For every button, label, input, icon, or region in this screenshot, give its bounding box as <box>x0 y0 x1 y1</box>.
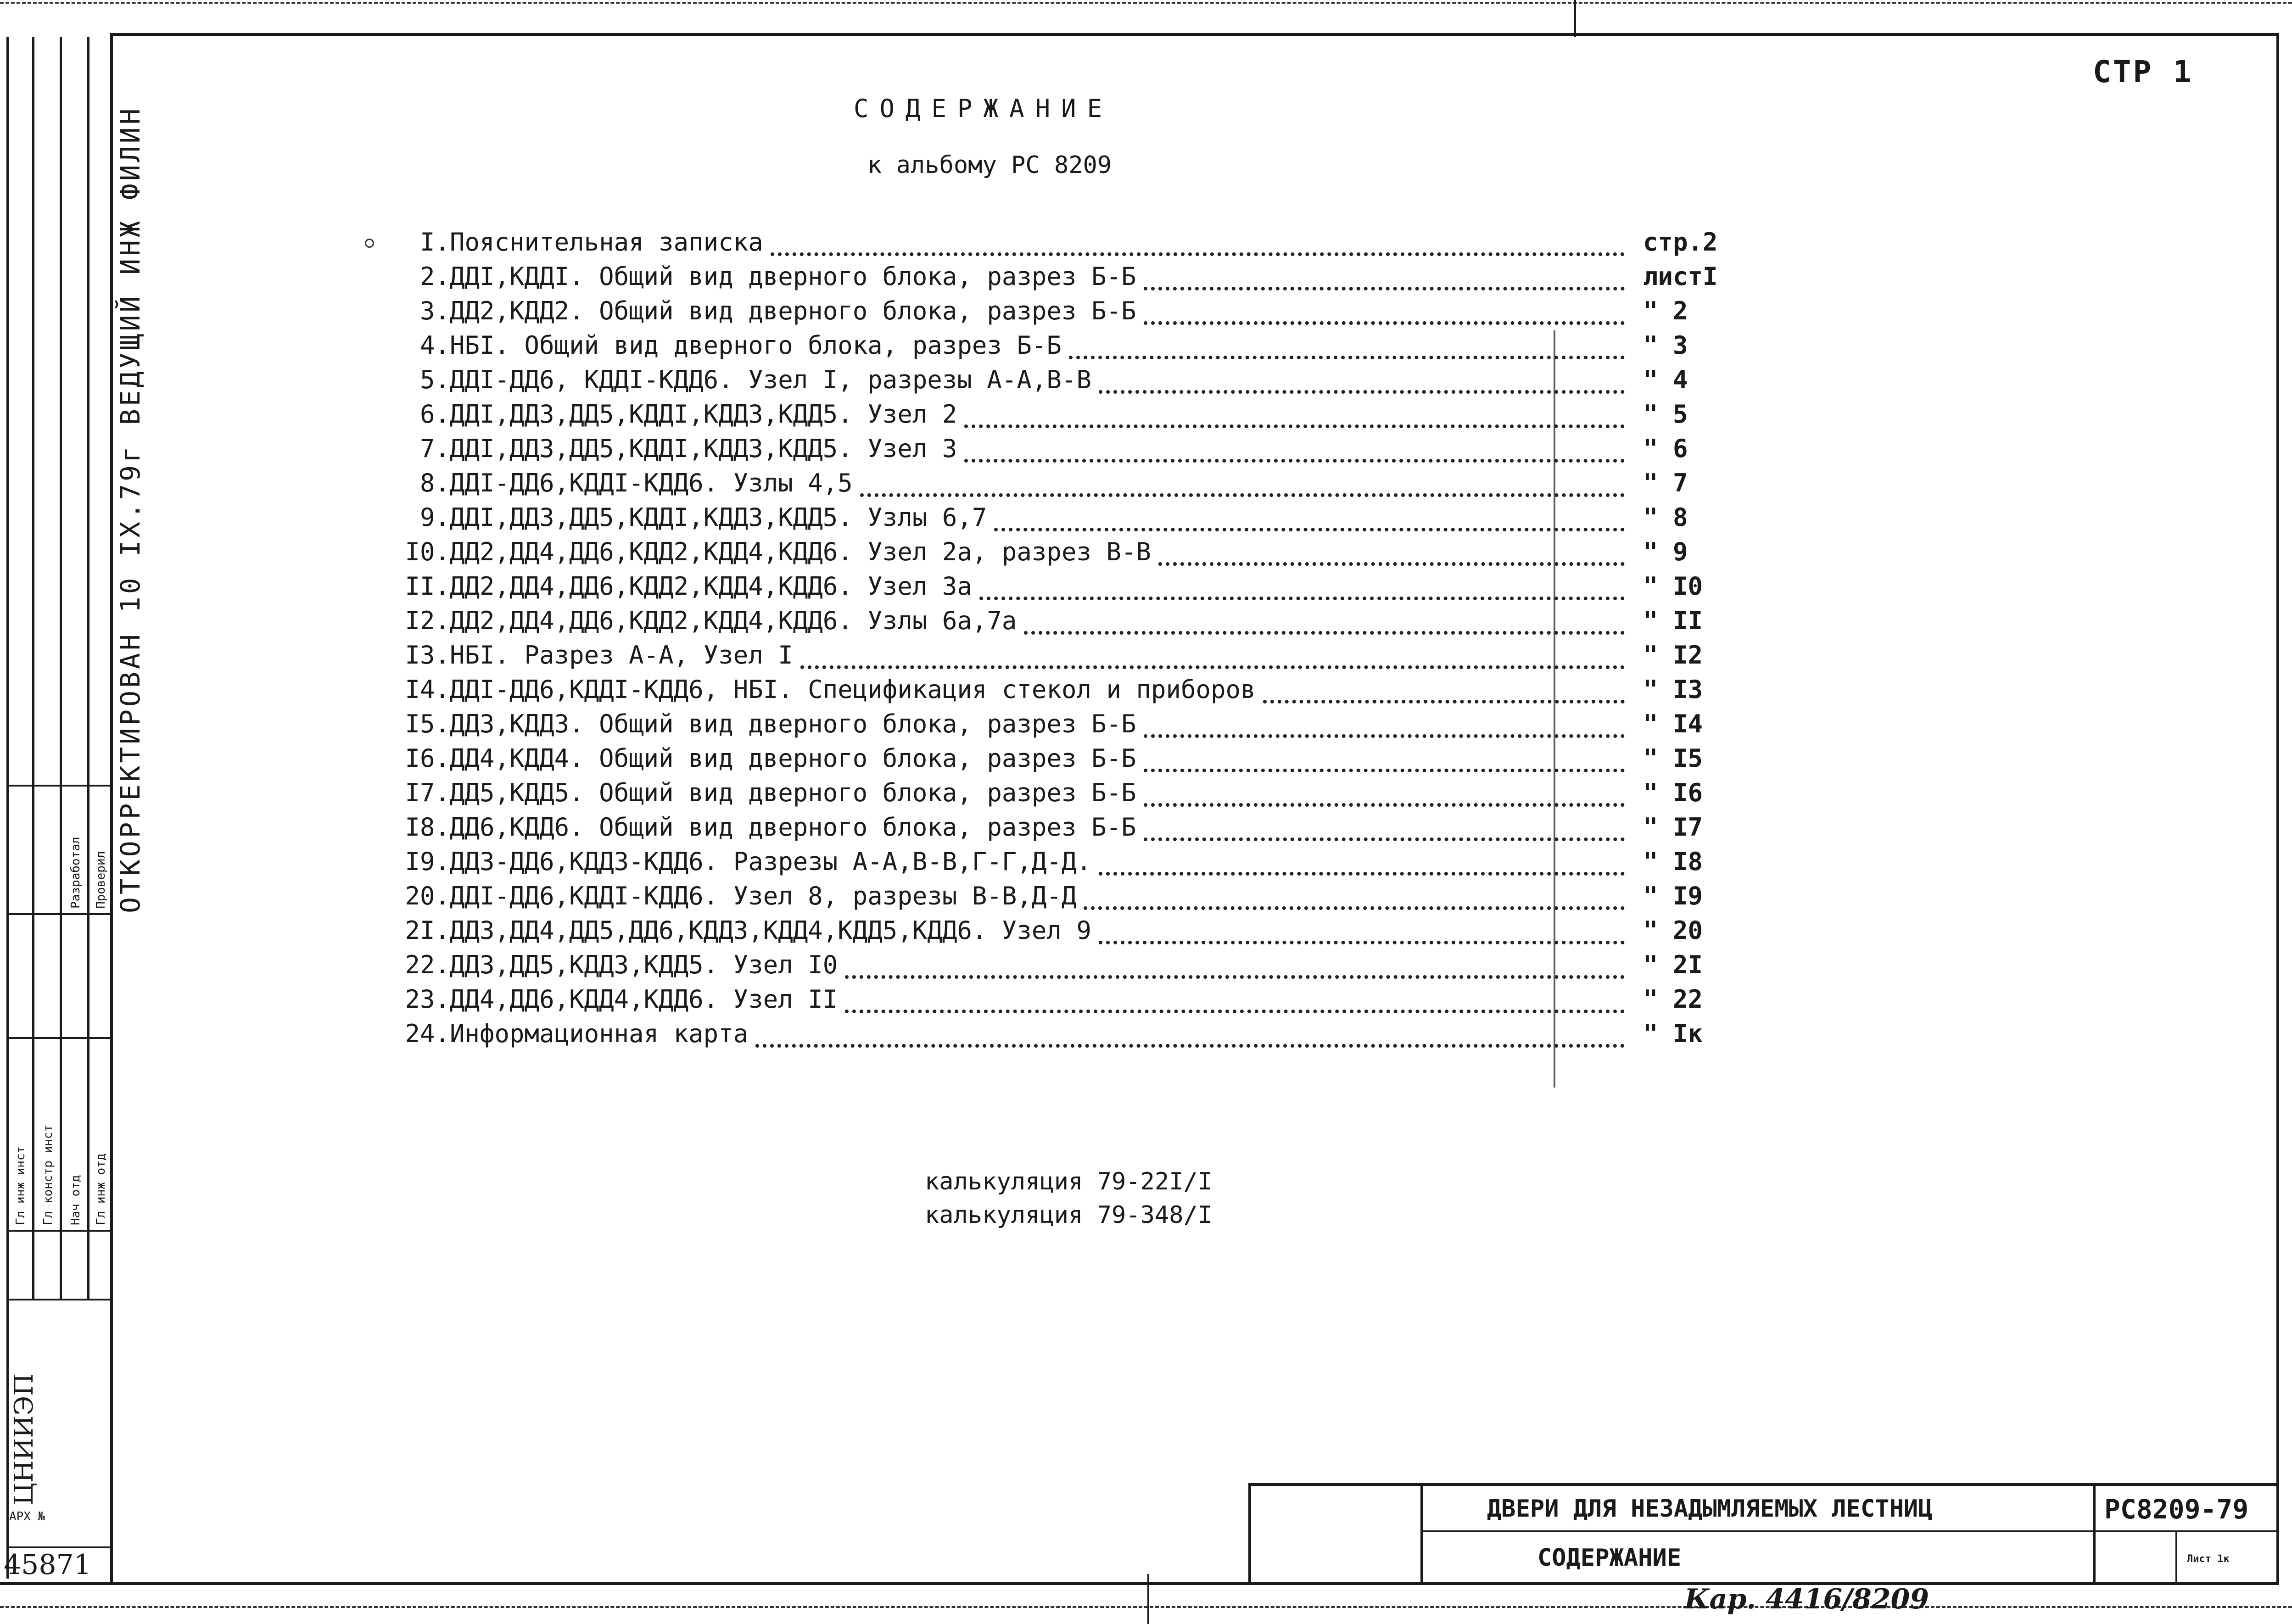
toc-item-title: ДДI-ДД6,КДДI-КДД6, НБI. Спецификация стекол и приборов <box>450 675 1256 704</box>
toc-item-page: " Iк <box>1643 1019 1703 1048</box>
stamp-checked: Проверил <box>94 851 108 909</box>
toc-item-title: ДД3,ДД4,ДД5,ДД6,КДД3,КДД4,КДД5,КДД6. Узел 9 <box>450 916 1091 945</box>
toc-item-page: " 2 <box>1643 296 1688 325</box>
toc-leader-dots <box>1144 776 1625 807</box>
toc-item-number: I7. <box>405 778 450 807</box>
archive-org: ЦНИИЭП <box>9 1373 39 1505</box>
toc-item-number: I8. <box>405 813 450 842</box>
toc-leader-dots <box>1024 603 1625 635</box>
toc-item-title: ДДI-ДД6,КДДI-КДД6. Узел 8, разрезы В-В,Д-Д <box>450 882 1077 910</box>
toc-leader-dots <box>845 948 1625 979</box>
correction-annotation: ОТКОРРЕКТИРОВАН 10 IX.79г ВЕДУЩИЙ ИНЖ ФИЛИН <box>115 106 146 913</box>
toc-item-number: I5. <box>405 709 450 738</box>
toc-row <box>358 225 1735 259</box>
stamp-head-dept: Нач отд <box>69 1175 83 1225</box>
toc-leader-dots <box>1144 810 1625 841</box>
toc-item-page: стр.2 <box>1643 228 1718 257</box>
toc-item-number: I6. <box>405 744 450 773</box>
toc-item-page: " I8 <box>1643 847 1703 876</box>
toc-leader-dots <box>964 397 1625 428</box>
toc-item-number: 2I. <box>405 916 450 945</box>
toc-row <box>358 810 1735 844</box>
strip-col-4 <box>87 37 89 1299</box>
tb-row <box>1420 1530 2276 1532</box>
page-number: СТР 1 <box>2093 54 2193 89</box>
toc-item-number: II. <box>405 572 450 601</box>
toc-leader-dots <box>979 569 1625 600</box>
toc-row <box>358 363 1735 397</box>
toc-item-title: ДДI-ДД6,КДДI-КДД6. Узлы 4,5 <box>450 469 853 497</box>
toc-item-number: 5. <box>419 365 450 394</box>
toc-item-page: " 8 <box>1643 503 1688 532</box>
toc-item-page: " 4 <box>1643 365 1688 394</box>
toc-item-title: ДД6,КДД6. Общий вид дверного блока, разрез Б-Б <box>450 813 1136 842</box>
strip-row-5 <box>6 1299 112 1300</box>
stamp-developed: Разработал <box>69 837 83 909</box>
stamp-chief-dept: Гл инж отд <box>94 1153 108 1225</box>
toc-item-number: I4. <box>405 675 450 704</box>
toc-item-title: ДДI,ДД3,ДД5,КДДI,КДД3,КДД5. Узел 3 <box>450 434 957 463</box>
toc-item-title: НБI. Общий вид дверного блока, разрез Б-Б <box>450 331 1062 360</box>
toc-leader-dots <box>771 225 1625 256</box>
toc-leader-dots <box>755 1016 1625 1048</box>
frame-left <box>110 33 113 1584</box>
toc-item-title: ДД2,КДД2. Общий вид дверного блока, разрез Б-Б <box>450 296 1136 325</box>
toc-leader-dots <box>994 500 1625 531</box>
calculation-1: калькуляция 79-22I/I <box>925 1168 1213 1195</box>
toc-item-page: " 5 <box>1643 400 1688 429</box>
toc-row <box>358 638 1735 672</box>
toc-item-number: 7. <box>419 434 450 463</box>
toc-item-title: ДДI-ДД6, КДДI-КДД6. Узел I, разрезы А-А,В-В <box>450 365 1091 394</box>
toc-item-title: ДДI,КДДI. Общий вид дверного блока, разрез Б-Б <box>450 262 1136 291</box>
document-title: СОДЕРЖАНИЕ <box>854 94 1113 123</box>
toc-item-page: " 2I <box>1643 950 1703 979</box>
handwritten-note: Кар. 4416/8209 <box>1684 1583 1929 1615</box>
strip-row-4 <box>6 1230 112 1232</box>
toc-item-number: 20. <box>405 882 450 910</box>
frame-top <box>110 33 2276 36</box>
toc-row <box>358 707 1735 741</box>
toc-item-title: ДД3,ДД5,КДД3,КДД5. Узел I0 <box>450 950 838 979</box>
toc-row <box>358 328 1735 363</box>
toc-leader-dots <box>800 638 1625 669</box>
toc-row <box>358 294 1735 328</box>
tb-divider-2 <box>2093 1483 2096 1584</box>
strip-row-1 <box>6 785 112 787</box>
toc-item-page: " 7 <box>1643 469 1688 497</box>
toc-row <box>358 948 1735 982</box>
toc-item-number: I9. <box>405 847 450 876</box>
toc-row <box>358 982 1735 1016</box>
toc-row <box>358 569 1735 603</box>
toc-item-title: Информационная карта <box>450 1019 749 1048</box>
toc-item-page: " 3 <box>1643 331 1688 360</box>
toc-leader-dots <box>1099 844 1625 876</box>
frame-right <box>2276 33 2279 1584</box>
toc-item-page: " 20 <box>1643 916 1703 945</box>
toc-item-title: ДД3-ДД6,КДД3-КДД6. Разрезы А-А,В-В,Г-Г,Д-Д. <box>450 847 1091 876</box>
toc-row <box>358 1016 1735 1051</box>
toc-row <box>358 879 1735 913</box>
strip-col-1 <box>6 37 9 1579</box>
toc-row <box>358 741 1735 776</box>
toc-row <box>358 431 1735 466</box>
archive-label: АРХ № <box>9 1510 45 1524</box>
toc-item-page: " I6 <box>1643 778 1703 807</box>
toc-item-page: " 6 <box>1643 434 1688 463</box>
toc-leader-dots <box>1263 672 1625 703</box>
toc-row <box>358 603 1735 638</box>
document-subtitle: к альбому РС 8209 <box>867 151 1112 179</box>
strip-row-2 <box>6 913 112 915</box>
toc-row <box>358 259 1735 294</box>
strip-col-2 <box>32 37 34 1299</box>
tb-divider-1 <box>1420 1483 1423 1584</box>
center-mark-top <box>1574 0 1576 37</box>
toc-item-page: " I5 <box>1643 744 1703 773</box>
toc-row <box>358 535 1735 569</box>
center-mark-bottom <box>1147 1574 1149 1624</box>
title-block-title: ДВЕРИ ДЛЯ НЕЗАДЫМЛЯЕМЫХ ЛЕСТНИЦ <box>1487 1495 1933 1523</box>
tb-top <box>1248 1483 2276 1486</box>
strip-row-6 <box>6 1546 112 1548</box>
stamp-chief-eng: Гл инж инст <box>14 1146 28 1225</box>
toc-item-page: " II <box>1643 606 1703 635</box>
toc-item-number: 3. <box>419 296 450 325</box>
toc-item-title: ДД2,ДД4,ДД6,КДД2,КДД4,КДД6. Узлы 6а,7а <box>450 606 1017 635</box>
toc-leader-dots <box>1144 741 1625 772</box>
toc-item-page: " I2 <box>1643 641 1703 670</box>
toc-row <box>358 844 1735 879</box>
toc-item-page: " I3 <box>1643 675 1703 704</box>
toc-row <box>358 500 1735 535</box>
toc-leader-dots <box>1144 707 1625 738</box>
toc-item-number: I. <box>419 228 450 257</box>
top-dashed-border <box>0 2 2292 4</box>
title-block-subtitle: СОДЕРЖАНИЕ <box>1537 1544 1682 1572</box>
toc-leader-dots <box>964 431 1625 463</box>
archive-number: 45871 <box>4 1549 91 1581</box>
toc-item-number: 22. <box>405 950 450 979</box>
toc-item-page: листI <box>1643 262 1718 291</box>
toc-item-number: 24. <box>405 1019 450 1048</box>
toc-item-page: " I7 <box>1643 813 1703 842</box>
toc-leader-dots <box>1069 328 1625 359</box>
toc-item-title: Пояснительная записка <box>450 228 763 257</box>
frame-bottom <box>0 1582 2279 1585</box>
stamp-chief-constr: Гл констр инст <box>41 1124 55 1225</box>
toc-item-title: ДД3,КДД3. Общий вид дверного блока, разрез Б-Б <box>450 709 1136 738</box>
toc-leader-dots <box>1158 535 1625 566</box>
toc-item-title: ДД4,КДД4. Общий вид дверного блока, разрез Б-Б <box>450 744 1136 773</box>
toc-item-title: ДД2,ДД4,ДД6,КДД2,КДД4,КДД6. Узел 2а, разрез В-В <box>450 537 1152 566</box>
toc-item-page: " 22 <box>1643 985 1703 1014</box>
toc-item-page: " I4 <box>1643 709 1703 738</box>
strip-row-3 <box>6 1037 112 1039</box>
toc-item-title: НБI. Разрез А-А, Узел I <box>450 641 793 670</box>
toc-leader-dots <box>1144 259 1625 290</box>
toc-row <box>358 672 1735 707</box>
toc-item-page: " I0 <box>1643 572 1703 601</box>
toc-item-number: 9. <box>419 503 450 532</box>
toc-item-title: ДДI,ДД3,ДД5,КДДI,КДД3,КДД5. Узел 2 <box>450 400 957 429</box>
toc-item-page: " 9 <box>1643 537 1688 566</box>
toc-item-number: 4. <box>419 331 450 360</box>
strip-col-3 <box>60 37 62 1299</box>
toc-leader-dots <box>860 466 1625 497</box>
tb-left <box>1248 1483 1251 1584</box>
toc-item-title: ДД5,КДД5. Общий вид дверного блока, разрез Б-Б <box>450 778 1136 807</box>
toc-item-title: ДД2,ДД4,ДД6,КДД2,КДД4,КДД6. Узел 3а <box>450 572 972 601</box>
bottom-dashed-border <box>0 1606 2292 1608</box>
toc-item-number: 6. <box>419 400 450 429</box>
sheet-label: Лист 1к <box>2187 1553 2230 1565</box>
toc-leader-dots <box>1144 294 1625 325</box>
toc-item-number: 2. <box>419 262 450 291</box>
doc-code: РС8209-79 <box>2104 1494 2249 1525</box>
toc-item-page: " I9 <box>1643 882 1703 910</box>
toc-item-number: I3. <box>405 641 450 670</box>
toc-leader-dots <box>1099 913 1625 944</box>
toc-item-number: 23. <box>405 985 450 1014</box>
tb-sheet-box <box>2175 1530 2177 1584</box>
toc-item-title: ДДI,ДД3,ДД5,КДДI,КДД3,КДД5. Узлы 6,7 <box>450 503 987 532</box>
toc-row <box>358 397 1735 431</box>
toc-leader-dots <box>1084 879 1625 910</box>
toc-item-number: 8. <box>419 469 450 497</box>
toc-item-number: I2. <box>405 606 450 635</box>
toc-row <box>358 776 1735 810</box>
toc-row <box>358 466 1735 500</box>
toc-leader-dots <box>1099 363 1625 394</box>
toc-item-number: I0. <box>405 537 450 566</box>
calculation-2: калькуляция 79-348/I <box>925 1201 1213 1229</box>
toc-leader-dots <box>845 982 1625 1013</box>
toc-item-title: ДД4,ДД6,КДД4,КДД6. Узел II <box>450 985 838 1014</box>
toc-row <box>358 913 1735 948</box>
